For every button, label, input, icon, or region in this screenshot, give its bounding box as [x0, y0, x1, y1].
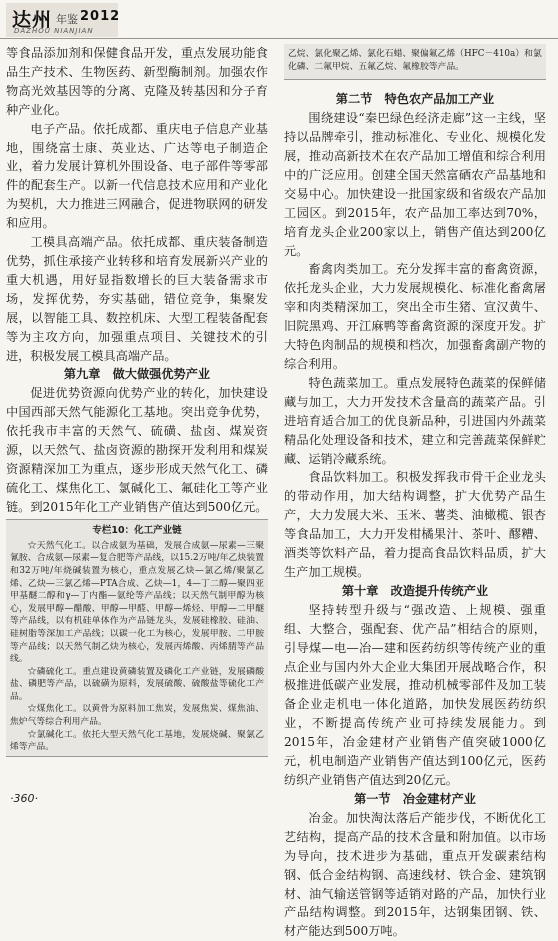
section-heading-9: 第九章 做大做强优势产业: [63, 367, 211, 382]
paragraph: 食品饮料加工。积极发挥我市骨干企业龙头的带动作用，加大结构调整，扩大优势产品生产，大力发展大米、玉米、薯类、油橄榄、银杏等食品加工，大力开发柑橘果汁、茶叶、醪糟、酒类等饮料产品，着力提高食品饮料品质，扩大生产加工规模。: [284, 470, 546, 579]
box-paragraph: ☆氯碱化工。依托大型天然气化工基地，发展烧碱、聚氯乙烯等产品。: [10, 729, 264, 753]
logo-year: 2012: [80, 9, 121, 24]
section-heading-2: 第二节 特色农产品加工产业: [335, 92, 495, 107]
paragraph: 电子产品。依托成都、重庆电子信息产业基地，围绕富士康、英业达、广达等电子制造企业，着力发展计算机外围设备、电子部件等零部件的配套生产。以新一代信息技术应用和产业化为契机，大力推进三网融合，促进物联网的研发和应用。: [6, 121, 268, 231]
page-number: ·360·: [10, 792, 38, 805]
yearbook-logo: [6, 3, 121, 37]
box-paragraph: ☆磷硫化工。重点建设黄磷装置及磷化工产业链，发展磷酸盐、磷肥等产品，以硫磺为原料，发展硫酸、硫酸盐等硫化工产品。: [10, 666, 264, 702]
paragraph: 坚持转型升级与“强改造、上规模、强重组、大整合，强配套、优产品”相结合的原则，引导煤—电—冶—建和医药纺织等传统产业的重点企业与国内外大企业大集团开展战略合作，积极推进低碳产业发展，推动机械零部件及加工装备企业走机电一体化道路，加快发展医药纺织业，不断提高传统产业可持续发展能力。到2015年，冶金建材产业销售产值突破1000亿元，机电制造产业销售产值达到100亿元，医药纺织产业销售产值达到20亿元。: [284, 602, 546, 787]
logo-title: 达州: [12, 9, 53, 31]
left-column: [6, 44, 268, 757]
paragraph: 促进优势资源向优势产业的转化，加快建设中国西部天然气能源化工基地。突出竞争优势，依托我市丰富的天然气、硫磺、盐卤、煤炭资源，以天然气、盐卤资源的勘探开发利用和煤炭资源精深加工为重点，逐步形成天然气化工、磷硫化工、煤焦化工、氯碱化工、氟硅化工等产业链。到2015年化工产业销售产值达到500亿元。: [6, 386, 268, 514]
paragraph: 围绕建设“秦巴绿色经济走廊”这一主线，坚持以品牌牵引，推动标准化、专业化、规模化发展，推动高新技术在农产品加工增值和综合利用中的广泛应用。创建全国天然富硒农产品基地和交易中心。加快建设一批国家级和省级农产品加工园区。到2015年，农产品加工率达到70%，培育龙头企业200家以上，销售产值达到200亿元。: [284, 111, 546, 258]
sidebar-box-chemical: [6, 519, 268, 757]
logo-pinyin: DAZHOU NIANJIAN: [14, 27, 94, 35]
box-continuation: 乙烷、氯化聚乙烯、氯化石蜡、聚偏氟乙烯（HFC－410a）和氯化磷、二氟甲烷、五氟乙烷、氟橡胶等产品。: [284, 44, 546, 80]
paragraph: 等食品添加剂和保健食品开发，重点发展功能食品生产技术、生物医药、新型酶制剂。加强农作物高光效基因等的分离、克隆及转基因和分子育种产业化。: [6, 46, 268, 117]
paragraph: 特色蔬菜加工。重点发展特色蔬菜的保鲜储藏与加工，大力开发技术含量高的蔬菜产品。引进培育适合加工的优良新品种，引进国内外蔬菜精品化处理设备和技术，建立和完善蔬菜保鲜贮藏、运销冷藏系统。: [284, 375, 546, 466]
box-paragraph: ☆天然气化工。以合成氨为基础，发展合成氨—尿素—三聚氰胺、合成氨—尿素—复合肥等产品线，以15.2万吨/年乙炔装置和32万吨/年烧碱装置为核心，重点发展乙炔—氯乙烯/聚氯乙烯、乙炔—三氯乙烯—PTA合成、乙炔—1，4—丁二醇—聚四亚甲基醚二醇和γ—丁内酯—氨纶等产品线；以天然气制甲醇为核心，发展甲醇—醋酸、甲醇—甲醛、甲醇—烯烃、甲醇—二甲醚等产品线，以有机硅单体作为产品链龙头，发展硅橡胶、硅油、硅树脂等深加工产品线；以碳一化工为核心，发展甲胺、二甲胺等产品线；以天然气制乙炔为核心，发展丙烯酸、丙烯腈等产品线。: [10, 540, 264, 665]
paragraph: 冶金。加快淘汰落后产能步伐，不断优化工艺结构，提高产品的技术含量和附加值。以市场为导向，技术进步为基础，重点开发碳素结构钢、低合金结构钢、高速线材、铁合金、建筑钢材、油气输送管钢等适销对路的产品，加快行业产品结构调整。到2015年，达钢集团钢、铁、材产能达到500万吨。: [284, 810, 546, 939]
paragraph: 工模具高端产品。依托成都、重庆装备制造优势，抓住承接产业转移和培育发展新兴产业的重大机遇，用好显指数增长的巨大装备需求市场，发挥优势，夯实基础，错位竞争，集聚发展，以智能工具、数控机床、大型工程装备配套等为主攻方向，加强重点项目、关键技术的引进，积极发展工模具高端产品。: [6, 235, 268, 363]
section-heading-1: 第一节 冶金建材产业: [354, 791, 476, 806]
header-divider: [0, 38, 558, 39]
paragraph: 畜禽肉类加工。充分发挥丰富的畜禽资源，依托龙头企业，大力发展规模化、标准化畜禽屠宰和肉类精深加工，突出全市生猪、宣汉黄牛、旧院黑鸡、开江麻鸭等畜禽资源的深度开发。扩大特色肉制品的规模和档次，加强畜禽副产物的综合利用。: [284, 262, 546, 371]
logo-subtitle: 年鉴: [56, 13, 78, 26]
box-paragraph: ☆煤焦化工。以黄骨为原料加工焦炭，发展焦炭、煤焦油、焦炉气等综合利用产品。: [10, 704, 264, 728]
right-column: [284, 44, 546, 941]
box-title: 专栏10：化工产业链: [92, 524, 182, 536]
section-heading-10: 第十章 改造提升传统产业: [341, 583, 489, 598]
page-header: [0, 0, 558, 40]
